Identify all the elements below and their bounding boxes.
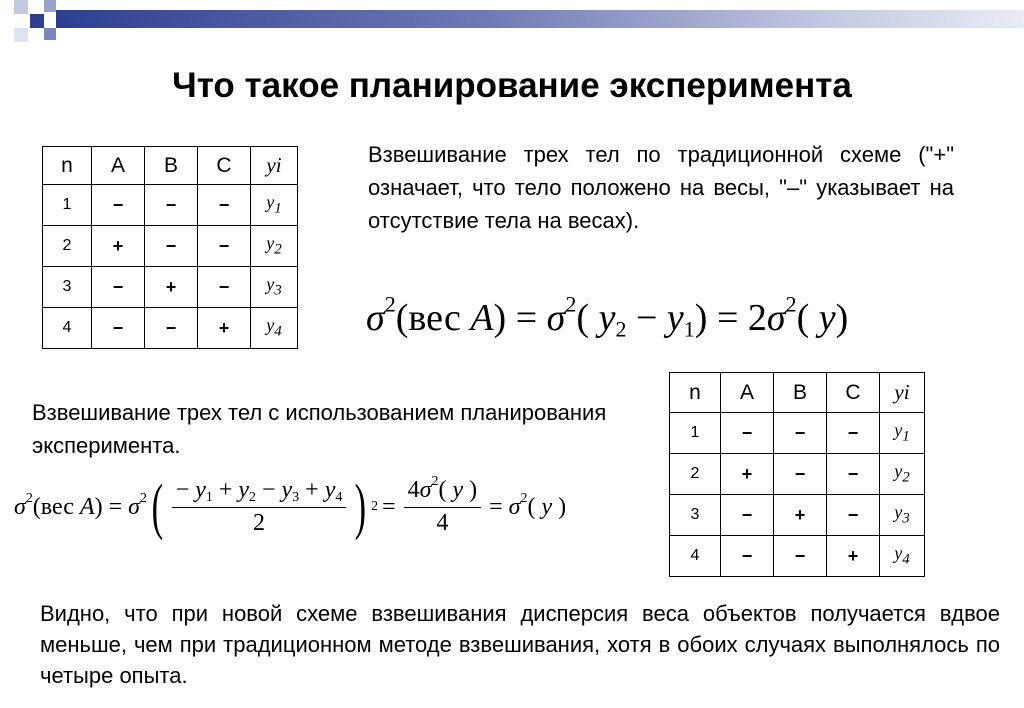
result-y: $y_3$ — [880, 495, 925, 536]
sign-a: − — [721, 495, 774, 536]
result-y: $y_2$ — [251, 226, 298, 267]
conclusion-text: Видно, что при новой схеме взвешивания дисперсия веса объектов получается вдвое меньше, чем при традиционном методе взвешивания, хотя в обоих случаях выполнялось по четыре опыта. — [40, 601, 1000, 688]
result-y: $y_3$ — [251, 267, 298, 308]
sign-b: − — [145, 226, 198, 267]
col-header-c: C — [198, 147, 251, 185]
traditional-scheme-text: Взвешивание трех тел по традиционной схеме ("+" означает, что тело положено на весы, "–" указывает на отсутствие тела на весах). — [368, 142, 954, 233]
result-y: $y_1$ — [880, 413, 925, 454]
table-row — [43, 267, 298, 308]
sign-a: − — [92, 267, 145, 308]
header-square — [14, 0, 28, 14]
col-header-b: B — [145, 147, 198, 185]
table-row — [670, 413, 925, 454]
sign-a: − — [721, 413, 774, 454]
sign-c: − — [827, 495, 880, 536]
row-number: 4 — [43, 308, 92, 349]
table-row — [670, 536, 925, 577]
row-number: 4 — [670, 536, 721, 577]
row-number: 3 — [670, 495, 721, 536]
result-y: $y_4$ — [251, 308, 298, 349]
result-y: $y_2$ — [880, 454, 925, 495]
design-table-traditional — [42, 146, 298, 349]
col-header-n: n — [670, 373, 721, 413]
sign-a: − — [721, 536, 774, 577]
sign-c: − — [827, 413, 880, 454]
fraction-result: $\frac{4\sigma^2( y )}{4}$ — [404, 477, 481, 537]
variance-formula-traditional: $\sigma^2(вес$ $A) = \sigma^2$( $y_2 - y_1) = 2\sigma^2$( y) — [366, 291, 849, 342]
col-header-yi: yi — [880, 373, 925, 413]
sign-c: − — [198, 226, 251, 267]
row-number: 3 — [43, 267, 92, 308]
row-number: 2 — [670, 454, 721, 495]
col-header-n: n — [43, 147, 92, 185]
sign-b: + — [774, 495, 827, 536]
result-y: $y_4$ — [880, 536, 925, 577]
result-y: $y_1$ — [251, 185, 298, 226]
header-square — [14, 28, 28, 42]
sign-a: + — [721, 454, 774, 495]
table-row — [43, 226, 298, 267]
sign-a: + — [92, 226, 145, 267]
sign-c: + — [827, 536, 880, 577]
sign-c: − — [827, 454, 880, 495]
col-header-yi: yi — [251, 147, 298, 185]
header-gradient-bar — [56, 10, 1024, 28]
variance-formula-planned: $\sigma^2(вес$ $A) = \sigma^2$ ( $\frac{- y_1 + y_2 - y_3 + y_4}{2}$ ) 2 = $\frac{4\sigma^2( y )}{4}$ = $\sigma^2$( y ) — [14, 472, 567, 541]
header-square — [44, 28, 56, 40]
col-header-c: C — [827, 373, 880, 413]
table-row — [670, 454, 925, 495]
sign-b: − — [145, 308, 198, 349]
sign-c: − — [198, 267, 251, 308]
sign-a: − — [92, 185, 145, 226]
fraction-sum: $\frac{- y_1 + y_2 - y_3 + y_4}{2}$ — [172, 477, 347, 537]
col-header-b: B — [774, 373, 827, 413]
table-row — [43, 185, 298, 226]
row-number: 2 — [43, 226, 92, 267]
row-number: 1 — [670, 413, 721, 454]
table-row — [670, 495, 925, 536]
header-square — [44, 0, 56, 12]
table-row — [43, 308, 298, 349]
sign-a: − — [92, 308, 145, 349]
sign-b: + — [145, 267, 198, 308]
header-square — [30, 14, 44, 28]
design-table-planned — [669, 372, 925, 577]
col-header-a: A — [721, 373, 774, 413]
sign-b: − — [774, 536, 827, 577]
slide-title: Что такое планирование эксперимента — [172, 66, 852, 105]
planned-scheme-text: Взвешивание трех тел с использованием планирования эксперимента. — [32, 400, 607, 458]
sign-b: − — [774, 454, 827, 495]
sign-c: − — [198, 185, 251, 226]
sign-b: − — [145, 185, 198, 226]
col-header-a: A — [92, 147, 145, 185]
sign-b: − — [774, 413, 827, 454]
sign-c: + — [198, 308, 251, 349]
row-number: 1 — [43, 185, 92, 226]
